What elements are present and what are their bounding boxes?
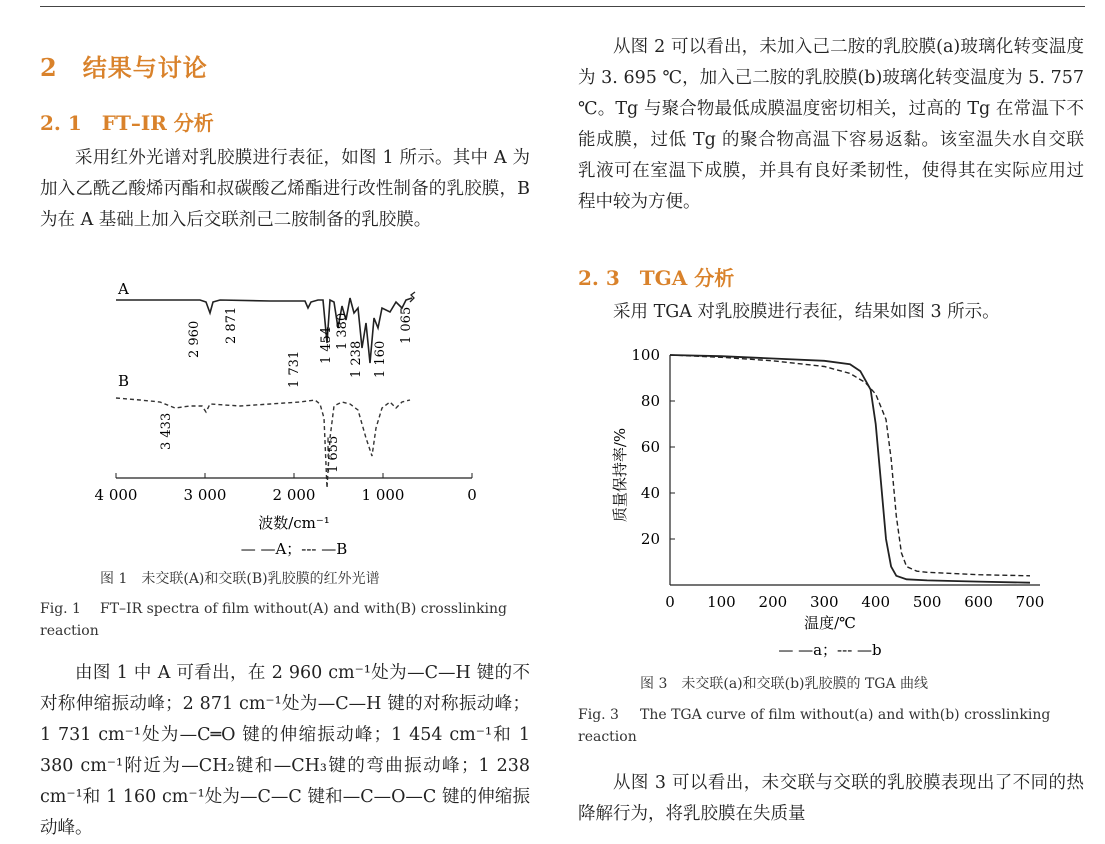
spectrum-a-tick-mark bbox=[410, 292, 415, 302]
ftir-legend: — —A；--- —B bbox=[240, 540, 348, 558]
top-rule bbox=[40, 6, 1085, 7]
x-tick-label: 600 bbox=[964, 593, 993, 611]
ftir-analysis-paragraph: 由图 1 中 A 可看出，在 2 960 cm⁻¹处为—C—H 键的不对称伸缩振动峰；2 871 cm⁻¹处为—C—H 键的对称振动峰；1 731 cm⁻¹处为—C═O 键的伸缩振动峰；1 454 cm⁻¹和 1 380 cm⁻¹附近为—CH₂键和—CH₃键的弯曲振动峰；1 238 cm⁻¹和 1 160 cm⁻¹处为—C—C 键和—C—O—C 键的伸缩振动峰。 bbox=[40, 663, 530, 838]
x-tick-label: 200 bbox=[758, 593, 788, 611]
x-tick-label: 300 bbox=[809, 593, 839, 611]
tga-analysis-paragraph: 从图 3 可以看出，未交联与交联的乳胶膜表现出了不同的热降解行为，将乳胶膜在失质量 bbox=[578, 773, 1084, 824]
ftir-spectra-figure bbox=[40, 278, 540, 578]
peak-label: 2 871 bbox=[224, 306, 239, 344]
y-tick-label: 40 bbox=[640, 484, 660, 502]
x-tick-label: 0 bbox=[467, 486, 477, 504]
tga-legend: — —a；--- —b bbox=[778, 641, 882, 659]
tga-y-axis-label: 质量保持率/% bbox=[611, 427, 629, 523]
peak-label: 1 238 bbox=[349, 340, 364, 378]
spectrum-b-peak-labels bbox=[159, 413, 341, 473]
tga-series bbox=[670, 355, 1030, 583]
fig3-caption-en-label: Fig. 3 bbox=[578, 707, 619, 723]
subsection-tga-title: 2. 3 TGA 分析 bbox=[578, 266, 735, 290]
y-tick-label: 20 bbox=[640, 530, 660, 548]
spectrum-a-label: A bbox=[118, 280, 129, 298]
x-tick-label: 1 000 bbox=[361, 486, 405, 504]
section-title: 2 结果与讨论 bbox=[40, 53, 208, 82]
tga-intro-paragraph: 采用 TGA 对乳胶膜进行表征，结果如图 3 所示。 bbox=[613, 302, 1000, 322]
peak-label: 1 731 bbox=[287, 350, 302, 388]
x-tick-label: 100 bbox=[707, 593, 736, 611]
tga-y-axis bbox=[631, 346, 675, 548]
peak-label: 1 065 bbox=[399, 306, 414, 344]
tga-x-axis-label: 温度/℃ bbox=[804, 614, 856, 632]
peak-label: 1 454 bbox=[319, 326, 334, 364]
peak-label: 1 160 bbox=[373, 340, 388, 378]
x-tick-label: 3 000 bbox=[183, 486, 227, 504]
spectrum-a bbox=[116, 280, 415, 363]
fig3-caption-cn: 图 3 未交联(a)和交联(b)乳胶膜的 TGA 曲线 bbox=[640, 676, 929, 692]
x-tick-label: 4 000 bbox=[94, 486, 138, 504]
x-tick-label: 2 000 bbox=[272, 486, 316, 504]
dsc-analysis-paragraph: 从图 2 可以看出，未加入己二胺的乳胶膜(a)玻璃化转变温度为 3. 695 ℃，加入己二胺的乳胶膜(b)玻璃化转变温度为 5. 757 ℃。Tg 与聚合物最低成膜温度密切相关，过高的 Tg 在常温下不能成膜，过低 Tg 的聚合物高温下容易返黏。该室温失水自交联乳液可在室温下成膜，并具有良好柔韧性，使得其在实际应用过程中较为方便。 bbox=[578, 37, 1084, 212]
tga-series-b-line bbox=[670, 355, 1030, 576]
subsection-ftir-title: 2. 1 FT–IR 分析 bbox=[40, 111, 214, 135]
spectrum-b-label: B bbox=[118, 372, 130, 390]
ftir-intro-paragraph: 采用红外光谱对乳胶膜进行表征，如图 1 所示。其中 A 为加入乙酰乙酸烯丙酯和叔碳酸乙烯酯进行改性制备的乳胶膜，B 为在 A 基础上加入后交联剂己二胺制备的乳胶膜。 bbox=[40, 148, 530, 230]
fig1-caption-cn: 图 1 未交联(A)和交联(B)乳胶膜的红外光谱 bbox=[100, 571, 380, 587]
peak-label: 1 655 bbox=[326, 435, 341, 473]
fig1-caption-en bbox=[40, 598, 540, 642]
x-tick-label: 400 bbox=[861, 593, 891, 611]
peak-label: 2 960 bbox=[187, 320, 202, 358]
fig1-caption-en-text: FT–IR spectra of film without(A) and with(B) crosslinking reaction bbox=[40, 601, 508, 639]
peak-label: 3 433 bbox=[159, 412, 174, 450]
fig3-caption-en-text: The TGA curve of film without(a) and with(b) crosslinking reaction bbox=[578, 707, 1051, 745]
peak-label: 1 380 bbox=[335, 312, 350, 350]
spectrum-a-line bbox=[116, 298, 412, 363]
y-tick-label: 100 bbox=[631, 346, 660, 364]
tga-curve-figure bbox=[600, 335, 1060, 665]
tga-series-a-line bbox=[670, 355, 1030, 583]
fig3-caption-en bbox=[578, 704, 1088, 748]
ftir-x-axis bbox=[95, 473, 477, 504]
x-tick-label: 500 bbox=[912, 593, 942, 611]
x-tick-label: 700 bbox=[1015, 593, 1045, 611]
ftir-x-axis-label: 波数/cm⁻¹ bbox=[258, 514, 330, 532]
y-tick-label: 80 bbox=[640, 392, 660, 410]
tga-x-axis bbox=[665, 593, 1044, 611]
x-tick-label: 0 bbox=[665, 593, 675, 611]
y-tick-label: 60 bbox=[640, 438, 660, 456]
fig1-caption-en-label: Fig. 1 bbox=[40, 601, 81, 617]
